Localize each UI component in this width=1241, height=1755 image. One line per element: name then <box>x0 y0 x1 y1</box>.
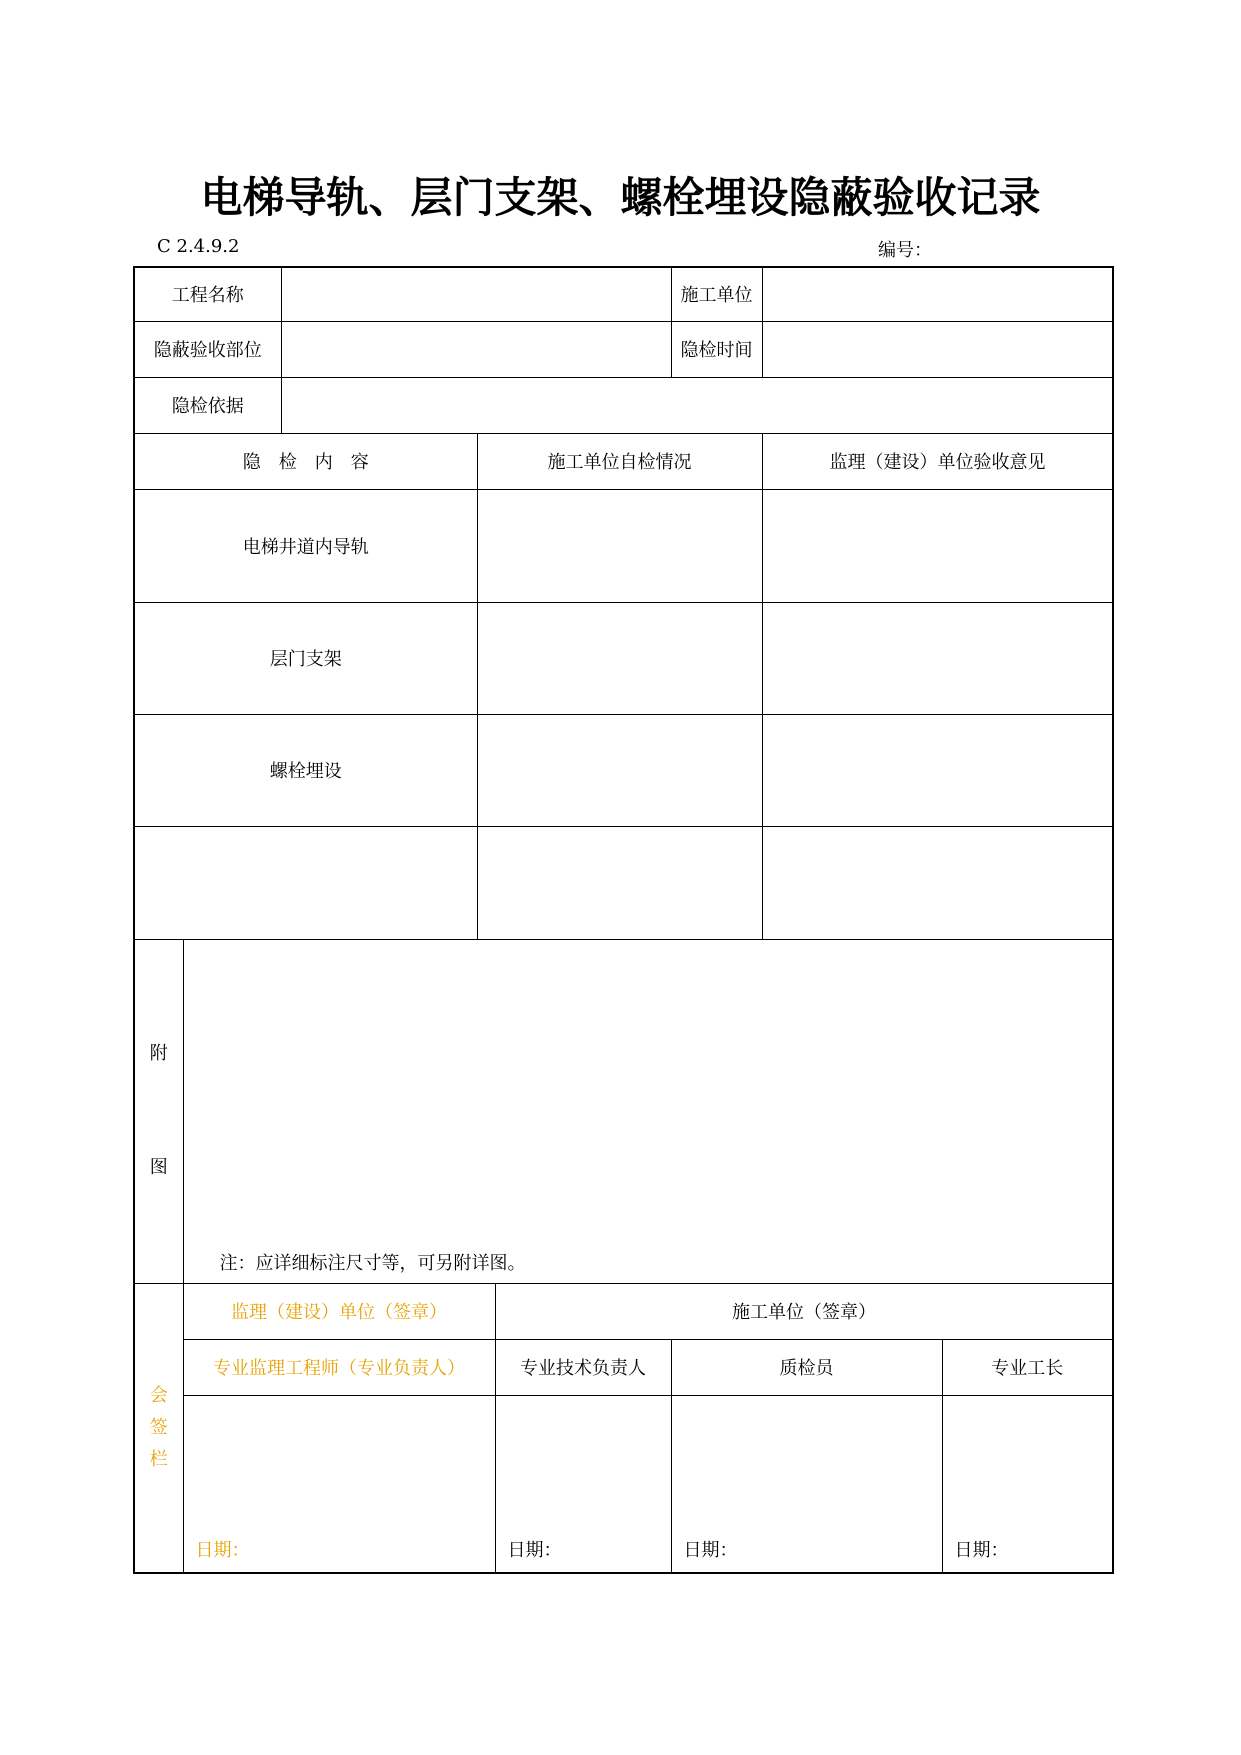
column-header-supervision-opinion: 监理（建设）单位验收意见 <box>762 433 1113 489</box>
supervision-opinion-cell[interactable] <box>762 602 1113 714</box>
supervision-opinion-cell[interactable] <box>762 714 1113 826</box>
tech-lead-label: 专业技术负责人 <box>495 1339 671 1395</box>
construction-unit-value[interactable] <box>762 267 1113 321</box>
concealed-part-label: 隐蔽验收部位 <box>134 321 281 377</box>
quality-inspector-label: 质检员 <box>671 1339 942 1395</box>
inspection-basis-label: 隐检依据 <box>134 377 281 433</box>
inspection-time-value[interactable] <box>762 321 1113 377</box>
page-title: 电梯导轨、层门支架、螺栓埋设隐蔽验收记录 <box>200 173 1041 222</box>
item-label: 层门支架 <box>134 602 477 714</box>
self-check-cell[interactable] <box>477 489 762 602</box>
foreman-signature-cell[interactable] <box>942 1395 1113 1573</box>
signoff-label-char-3: 栏 <box>149 1448 168 1470</box>
date-label: 日期： <box>195 1540 250 1561</box>
self-check-cell[interactable] <box>477 826 762 939</box>
attachment-drawing-area[interactable] <box>183 939 1113 1283</box>
item-label[interactable] <box>134 826 477 939</box>
self-check-cell[interactable] <box>477 602 762 714</box>
date-label: 日期： <box>507 1540 562 1561</box>
form-code: C 2.4.9.2 <box>157 236 240 257</box>
acceptance-record-table <box>133 266 1114 1574</box>
tech-lead-signature-cell[interactable] <box>495 1395 671 1573</box>
supervision-unit-header: 监理（建设）单位（签章） <box>183 1283 495 1339</box>
concealed-part-value[interactable] <box>281 321 671 377</box>
project-name-value[interactable] <box>281 267 671 321</box>
inspection-time-label: 隐检时间 <box>671 321 762 377</box>
supervision-opinion-cell[interactable] <box>762 826 1113 939</box>
quality-inspector-signature-cell[interactable] <box>671 1395 942 1573</box>
supervision-signature-cell[interactable] <box>183 1395 495 1573</box>
number-label: 编号： <box>878 240 932 261</box>
item-label: 螺栓埋设 <box>134 714 477 826</box>
construction-unit-header: 施工单位（签章） <box>495 1283 1113 1339</box>
column-header-content: 隐 检 内 容 <box>134 433 477 489</box>
item-label: 电梯井道内导轨 <box>134 489 477 602</box>
supervision-opinion-cell[interactable] <box>762 489 1113 602</box>
attachment-label <box>134 939 183 1283</box>
attachment-note: 注：应详细标注尺寸等，可另附详图。 <box>219 1252 526 1274</box>
foreman-label: 专业工长 <box>942 1339 1113 1395</box>
column-header-self-check: 施工单位自检情况 <box>477 433 762 489</box>
supervision-engineer-label: 专业监理工程师（专业负责人） <box>183 1339 495 1395</box>
inspection-basis-value[interactable] <box>281 377 1113 433</box>
project-name-label: 工程名称 <box>134 267 281 321</box>
signoff-label <box>134 1283 183 1573</box>
attachment-label-char-1: 附 <box>149 1043 168 1064</box>
date-label: 日期： <box>683 1540 738 1561</box>
signoff-label-char-2: 签 <box>149 1416 168 1438</box>
signoff-label-char-1: 会 <box>149 1384 168 1406</box>
construction-unit-label: 施工单位 <box>671 267 762 321</box>
self-check-cell[interactable] <box>477 714 762 826</box>
date-label: 日期： <box>954 1540 1009 1561</box>
attachment-label-char-2: 图 <box>149 1157 168 1178</box>
